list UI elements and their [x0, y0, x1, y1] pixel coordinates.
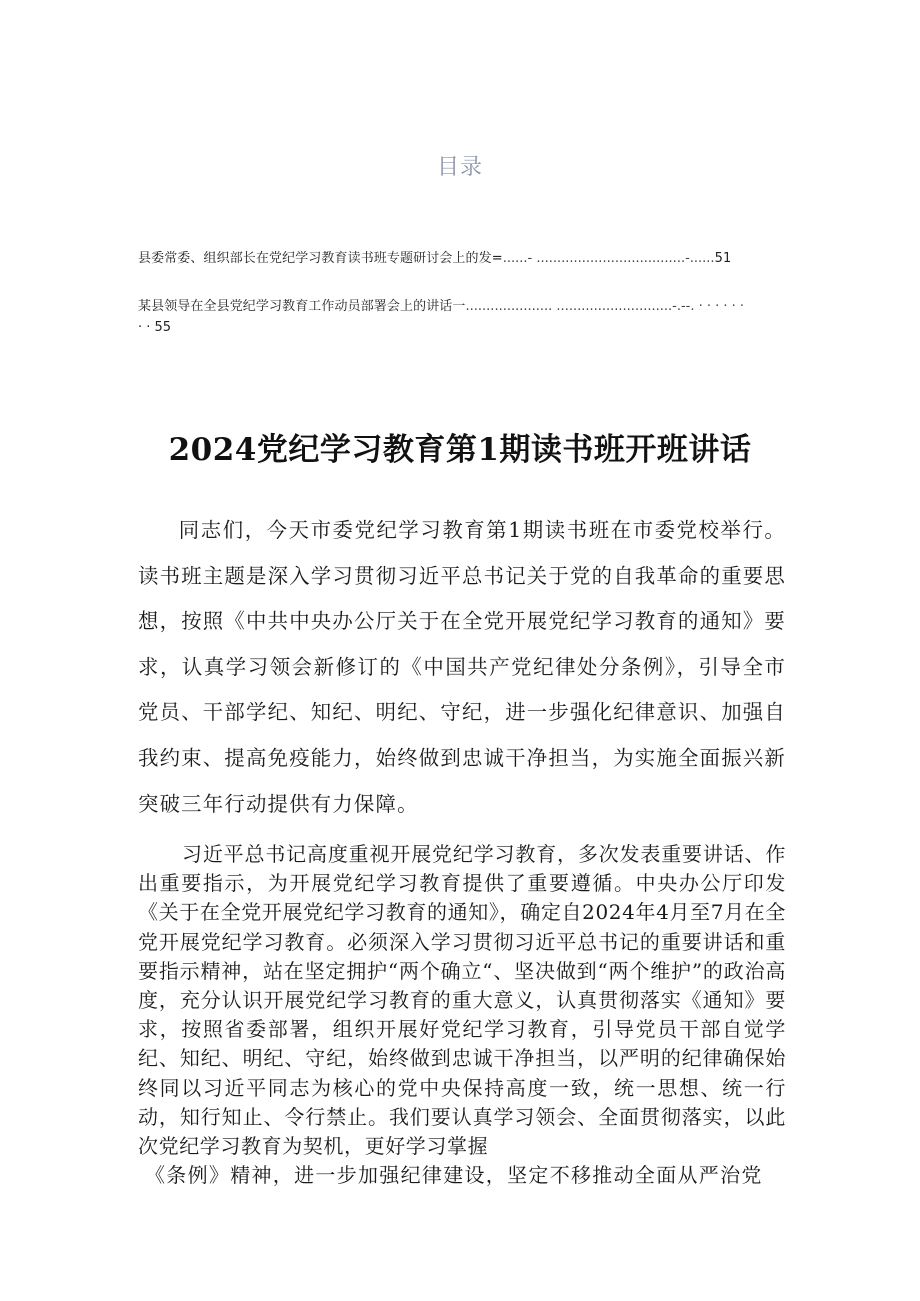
toc-entry-leader: ......- ....................................-......: [502, 251, 715, 266]
toc-entry-2[interactable]: [138, 295, 778, 314]
paragraph-2: 习近平总书记高度重视开展党纪学习教育，多次发表重要讲话、作出重要指示，为开展党纪学习教育提供了重要遵循。中央办公厅印发《关于在全党开展党纪学习教育的通知》，确定自2024年4月至7月在全党开展党纪学习教育。必须深入学习贯彻习近平总书记的重要讲话和重要指示精神，站在坚定拥护“两个确立“、坚决做到“两个维护”的政治高度，充分认识开展党纪学习教育的重大意义，认真贯彻落实《通知》要求，按照省委部署，组织开展好党纪学习教育，引导党员干部自觉学纪、知纪、明纪、守纪，始终做到忠诚干净担当，以严明的纪律确保始终同以习近平同志为核心的党中央保持高度一致，统一思想、统一行动，知行知止、令行禁止。我们要认真学习领会、全面贯彻落实，以此次党纪学习教育为契机，更好学习掌握: [138, 842, 786, 1159]
toc-heading: 目录: [436, 155, 483, 180]
toc-entry-leader: ..................... ............................-.--. · · · · · ·: [465, 299, 745, 314]
paragraph-1: 同志们，今天市委党纪学习教育第1期读书班在市委党校举行。读书班主题是深入学习贯彻习近平总书记关于党的自我革命的重要思想，按照《中共中央办公厅关于在全党开展党纪学习教育的通知》要求，认真学习领会新修订的《中国共产党纪律处分条例》，引导全市党员、干部学纪、知纪、明纪、守纪，进一步强化纪律意识、加强自我约束、提高免疫能力，始终做到忠诚干净担当，为实施全面振兴新突破三年行动提供有力保障。: [138, 518, 786, 816]
toc-entry-1[interactable]: [138, 247, 778, 266]
document-title: 2024党纪学习教育第1期读书班开班讲话: [168, 432, 752, 468]
paragraph-2-tail: 《条例》精神，进一步加强纪律建设，坚定不移推动全面从严治党: [145, 1163, 763, 1187]
toc-entry-2-continuation: · · 55: [138, 320, 172, 335]
toc-entry-page: 51: [714, 251, 732, 266]
toc-entry-title: 某县领导在全县党纪学习教育工作动员部署会上的讲话一: [138, 299, 466, 314]
toc-entry-title: 县委常委、组织部长在党纪学习教育读书班专题研讨会上的发=: [138, 251, 503, 266]
